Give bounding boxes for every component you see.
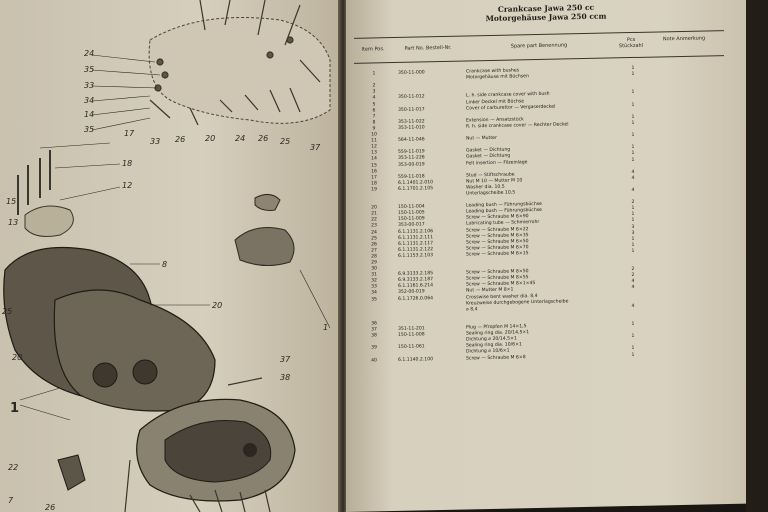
- part-name: Crankcase with bushes: [466, 68, 520, 75]
- item-pos: 38: [371, 333, 377, 339]
- quantity: 1: [631, 133, 635, 139]
- part-number: 350-11-017: [398, 107, 425, 113]
- quantity: 1: [631, 120, 635, 126]
- part-number: [398, 313, 462, 314]
- part-number: 6.1.1131.2.106: [398, 228, 434, 235]
- item-pos: 27: [371, 248, 377, 254]
- item-pos: 34: [371, 290, 377, 296]
- part-name: Cover of carburettor — Vergaserdeckel: [466, 104, 556, 112]
- callout: 13: [8, 218, 19, 227]
- part-number: 353-00-019: [398, 161, 425, 168]
- part-number: 6.1.1131.2.117: [398, 240, 434, 247]
- quantity: 3: [631, 224, 635, 230]
- part-name: Screw — Schraube M 6×22: [466, 226, 529, 234]
- part-number: 6.1.1153.2.103: [398, 253, 434, 259]
- callout: 38: [280, 373, 291, 382]
- part-number: 6.1.1401.2.010: [398, 179, 434, 186]
- part-number: [398, 88, 462, 89]
- quantity: 1: [631, 346, 635, 352]
- item-pos: 22: [371, 217, 377, 223]
- item-pos: 4: [372, 95, 376, 101]
- upper-casting-outline: [149, 18, 330, 124]
- part-name: Gasket — Dichtung: [466, 147, 511, 154]
- callout: 35: [84, 125, 95, 134]
- part-number: [398, 131, 462, 132]
- quantity: 1: [631, 206, 635, 212]
- header-pieces: Pcs Stückzahl: [618, 36, 644, 50]
- callout: 24: [235, 134, 246, 143]
- part-name: Washer dia. 10,5: [466, 184, 505, 191]
- part-name: Screw — Schraube M 6×35: [466, 232, 529, 240]
- part-number: [398, 265, 462, 266]
- part-number: [398, 76, 462, 77]
- part-name: Screw — Schraube M 6×15: [466, 251, 529, 258]
- part-number: 150-11-008: [398, 332, 425, 339]
- item-pos: 23: [371, 223, 377, 229]
- part-name: Plug — Pfropfen M 14×1,5: [466, 324, 527, 331]
- quantity: 1: [631, 248, 635, 254]
- bearing-left: [93, 363, 117, 387]
- item-pos: 3: [372, 89, 376, 95]
- part-name: Screw — Schraube M 6×50: [466, 238, 529, 246]
- gasket-shape: [25, 206, 73, 236]
- quantity: 1: [631, 151, 635, 157]
- item-pos: 11: [371, 138, 377, 144]
- cover-bush: [243, 443, 257, 457]
- part-number: 350-11-000: [398, 70, 425, 77]
- quantity: 1: [631, 157, 635, 163]
- part-name: Sealing ring dia. 20/14,5×1: [466, 330, 530, 337]
- carburettor-cover-shape: [235, 228, 294, 266]
- item-pos: 8: [372, 120, 376, 126]
- nut-shape: [255, 194, 280, 210]
- quantity: 1: [631, 114, 635, 120]
- item-pos: 15: [371, 162, 377, 168]
- item-pos: 32: [371, 278, 377, 284]
- part-name: Sealing ring dia. 10/6×1: [466, 342, 522, 349]
- quantity: 4: [631, 175, 635, 181]
- part-name: Extension — Ansatzstück: [466, 117, 524, 124]
- item-pos: 35: [371, 296, 377, 303]
- item-pos: 29: [371, 260, 377, 266]
- part-name: Nut — Mutter: [466, 135, 497, 142]
- callout: 35: [84, 65, 95, 74]
- right-page-parts-list: [346, 0, 746, 512]
- quantity: 4: [631, 285, 635, 291]
- callout: 24: [84, 49, 95, 58]
- quantity: 2: [631, 273, 635, 279]
- part-number: [398, 307, 462, 308]
- callout: 37: [310, 143, 321, 152]
- quantity: 1: [631, 212, 635, 218]
- item-pos: 20: [371, 205, 377, 211]
- item-pos: 17: [371, 175, 377, 181]
- part-number: [398, 82, 462, 83]
- crankcase-exploded-view: [0, 0, 340, 512]
- parts-list-title: Crankcase Jawa 250 cc: [497, 2, 595, 14]
- part-number: 6.1.1726.0.064: [398, 295, 434, 302]
- part-name: Nut — Mutter M 8×1: [466, 287, 514, 294]
- callout: 14: [84, 110, 95, 119]
- item-pos: 16: [371, 168, 377, 175]
- quantity: 1: [631, 334, 635, 340]
- callout: 20: [212, 301, 223, 310]
- quantity: 4: [631, 187, 635, 193]
- quantity: 1: [631, 321, 635, 328]
- part-number: 150-11-061: [398, 344, 425, 351]
- part-name: Screw — Schraube M 6×70: [466, 244, 529, 252]
- part-name: Kreuzweise durchgebogene Unterlagscheibe: [466, 298, 569, 307]
- callout: 1: [323, 323, 329, 332]
- callout: 15: [6, 197, 17, 206]
- callout: 8: [162, 260, 168, 269]
- part-name: Screw — Schraube M 8×55: [466, 275, 529, 282]
- callout: 33: [84, 81, 95, 90]
- studs-group: [18, 150, 50, 215]
- part-number: [398, 167, 462, 168]
- left-page-exploded-diagram: [0, 0, 340, 512]
- callout: 22: [8, 463, 19, 472]
- background-edge: [746, 0, 768, 512]
- part-number: 150-11-005: [398, 210, 425, 217]
- part-number: 350-11-012: [398, 94, 425, 101]
- quantity: 1: [631, 66, 635, 72]
- part-name: Screw — Schraube M 6×90: [466, 214, 529, 221]
- part-number: 6.1.1701.2.105: [398, 186, 434, 192]
- part-name: Dichtung ⌀ 20/14,5×1: [466, 336, 517, 343]
- callout: 37: [280, 355, 291, 364]
- item-pos: 10: [371, 132, 377, 138]
- part-number: [398, 301, 462, 302]
- quantity: 4: [631, 303, 635, 309]
- item-pos: 21: [371, 211, 377, 217]
- part-number: 150-11-009: [398, 216, 425, 223]
- part-number: [398, 338, 462, 339]
- part-number: 352-00-019: [398, 289, 425, 296]
- small-bracket-shape: [58, 455, 85, 490]
- part-number: [398, 64, 462, 65]
- callout: 26: [258, 134, 269, 143]
- item-pos: 28: [371, 254, 377, 260]
- item-pos: 13: [371, 150, 377, 156]
- quantity: 1: [631, 236, 635, 242]
- item-pos: 30: [371, 266, 377, 272]
- quantity: 1: [631, 90, 635, 96]
- item-pos: 24: [371, 229, 377, 236]
- part-name: Screw — Schraube M 8×1×45: [466, 281, 536, 288]
- item-pos: 14: [371, 156, 377, 162]
- part-number: 353-00-017: [398, 222, 425, 229]
- header-item-pos: Item Pos.: [361, 46, 385, 53]
- bearing-right: [133, 360, 157, 384]
- part-number: [398, 192, 462, 193]
- callout: 17: [124, 129, 135, 138]
- crankcase-center-shape: [54, 290, 215, 411]
- part-name: Stud — Stiftschraube: [466, 172, 515, 179]
- item-pos: 40: [371, 357, 377, 363]
- part-number: 150-11-004: [398, 204, 425, 211]
- header-spare-part: Spare part Benennung: [510, 42, 568, 50]
- part-number: [398, 112, 462, 113]
- item-pos: 18: [371, 181, 377, 187]
- part-number: 6.9.3133.2.185: [398, 271, 434, 278]
- part-name: Lubricating tube — Schmierrohr: [466, 220, 540, 227]
- part-number: 6.1.1140.2.100: [398, 356, 434, 363]
- part-number: 6.1.1131.2.111: [398, 234, 434, 241]
- item-pos: 19: [371, 187, 377, 193]
- part-name: Nut M 10 — Mutter M 10: [466, 178, 523, 185]
- header-note: Note Anmerkung: [662, 35, 706, 43]
- quantity: 2: [631, 200, 635, 206]
- quantity: 3: [631, 230, 635, 236]
- callout: 18: [122, 159, 133, 168]
- part-number: [398, 259, 462, 260]
- item-pos: 26: [371, 242, 377, 248]
- quantity: 1: [631, 72, 635, 78]
- item-pos: 5: [372, 101, 376, 108]
- part-name: Gasket — Dichtung: [466, 153, 511, 160]
- callout: 26: [45, 503, 56, 512]
- callout: 33: [150, 137, 161, 146]
- parts-table-body: [354, 58, 724, 364]
- callout: 34: [84, 96, 95, 105]
- part-name: ⌀ 8,4: [466, 306, 478, 313]
- quantity: 1: [631, 218, 635, 224]
- item-pos: 31: [371, 272, 377, 278]
- part-number: [398, 100, 462, 101]
- part-number: 351-11-201: [398, 326, 425, 332]
- part-number: 6.9.3133.2.187: [398, 277, 434, 284]
- part-number: 353-11-022: [398, 119, 425, 125]
- quantity: 2: [631, 267, 635, 273]
- quantity: 4: [631, 169, 635, 175]
- part-number: [398, 198, 462, 199]
- part-name: R. h. side crankcase cover — Rechter Deckel: [466, 122, 569, 130]
- part-number: [398, 350, 462, 351]
- quantity: 1: [631, 145, 635, 151]
- item-pos: 1: [372, 71, 376, 77]
- callout: 20: [205, 134, 216, 143]
- quantity: 4: [631, 279, 635, 285]
- part-name: L. h. side crankcase cover with bush: [466, 92, 550, 99]
- callout: 20: [12, 353, 23, 362]
- part-number: [398, 143, 462, 144]
- parts-list-subtitle: Motorgehäuse Jawa 250 ccm: [485, 11, 607, 24]
- part-name: Linker Deckel mit Büchse: [466, 98, 525, 106]
- part-number: 6.1.1161.6.214: [398, 283, 434, 290]
- callout: 25: [280, 137, 291, 146]
- callout: 1: [10, 401, 20, 416]
- part-name: Unterlagscheibe 10,5: [466, 190, 516, 197]
- part-number: 564-11-046: [398, 137, 425, 144]
- part-name: Felt insertion — Filzeinlage: [466, 159, 528, 166]
- item-pos: 12: [371, 144, 377, 150]
- part-number: 353-11-010: [398, 125, 425, 131]
- item-pos: 39: [371, 345, 377, 351]
- part-number: 353-11-226: [398, 155, 425, 162]
- item-pos: 2: [372, 83, 376, 89]
- quantity: 1: [631, 242, 635, 248]
- item-pos: 37: [371, 327, 377, 333]
- callout: 26: [175, 135, 186, 144]
- quantity: 1: [631, 352, 635, 358]
- part-number: 559-11-018: [398, 174, 425, 180]
- callout: 25: [2, 307, 13, 316]
- part-number: 559-11-019: [398, 149, 425, 156]
- part-number: [398, 320, 462, 321]
- quantity: 1: [631, 102, 635, 108]
- callout: 7: [8, 496, 14, 505]
- part-name: Crosswise bent washer dia. 8,4: [466, 293, 538, 301]
- part-name: Dichtung ⌀ 10/6×1: [466, 348, 510, 355]
- part-name: Leading bush — Führungsbüchse: [466, 202, 542, 209]
- header-part-no: Part No. Bestell-Nr.: [404, 44, 452, 52]
- item-pos: 33: [371, 284, 377, 290]
- callout: 12: [122, 181, 133, 190]
- part-name: Leading bush — Führungsbüchse: [466, 208, 542, 215]
- part-name: Screw — Schraube M 6×8: [466, 354, 526, 361]
- item-pos: 7: [372, 114, 376, 120]
- item-pos: 36: [371, 321, 377, 327]
- item-pos: 25: [371, 235, 377, 242]
- item-pos: 6: [372, 108, 376, 114]
- item-pos: 9: [372, 126, 376, 132]
- part-name: Motorgehäuse mit Büchsen: [466, 74, 529, 81]
- part-number: 6.1.1131.2.122: [398, 246, 434, 253]
- part-name: Screw — Schraube M 8×50: [466, 269, 529, 276]
